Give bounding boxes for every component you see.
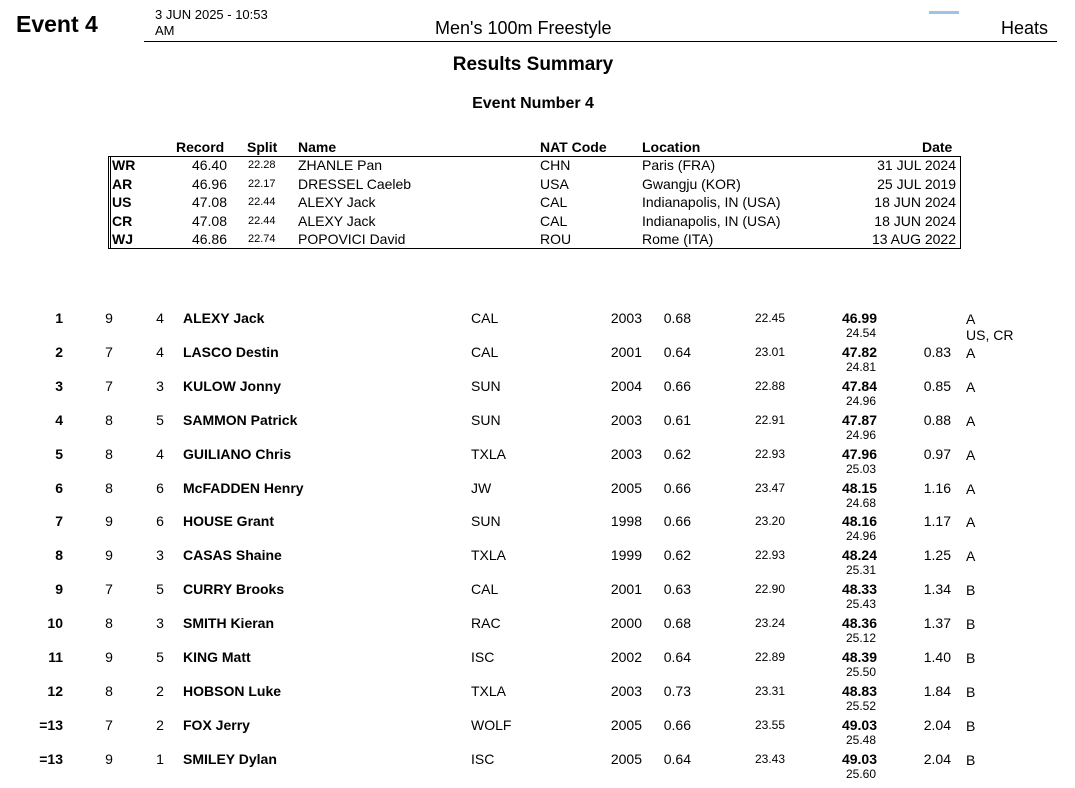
result-club: ISC [471,750,495,767]
result-position: 5 [55,445,63,462]
result-lane: 5 [156,649,164,665]
result-heat: 8 [105,411,113,428]
result-swimmer-name: HOUSE Grant [183,513,275,530]
record-date: 25 JUL 2019 [877,175,956,192]
round-name: Heats [1001,18,1049,38]
result-club: WOLF [471,716,512,733]
result-reaction-time: 0.68 [663,615,691,632]
result-year-of-birth: 2002 [610,649,642,665]
result-position: 12 [47,682,63,699]
record-type-code: WJ [112,231,133,248]
result-final-time: 49.03 [841,750,877,767]
result-club: SUN [471,513,501,530]
record-nat-code: USA [540,175,569,192]
result-swimmer-name: HOBSON Luke [183,682,282,699]
result-split-50m: 22.45 [754,311,785,325]
result-split-50m: 23.43 [754,751,785,766]
result-position: 10 [47,615,63,632]
result-club: CAL [471,343,499,360]
result-time-behind: 2.04 [923,716,951,733]
result-year-of-birth: 2003 [610,682,642,699]
result-reaction-time: 0.68 [663,310,691,326]
result-heat: 7 [105,377,113,394]
result-final-time: 48.16 [841,513,877,530]
result-position: 3 [55,377,63,394]
result-reaction-time: 0.66 [663,513,691,530]
result-lane: 4 [156,343,164,360]
result-split-second-50m: 24.68 [845,495,876,510]
record-date: 18 JUN 2024 [874,194,956,211]
records-code-divider [110,156,111,249]
result-time-behind: 0.85 [923,377,951,394]
record-time: 46.86 [191,231,227,248]
result-split-50m: 22.89 [754,650,785,664]
result-final-time: 48.36 [841,615,877,632]
result-lane: 3 [156,377,164,394]
result-club: JW [471,479,492,496]
record-holder-name: POPOVICI David [298,231,406,248]
result-split-50m: 23.31 [754,683,785,698]
result-split-second-50m: 24.96 [845,393,876,408]
record-time: 47.08 [191,212,227,229]
result-reaction-time: 0.64 [663,343,691,360]
result-split-50m: 23.01 [754,344,785,359]
result-lane: 2 [156,716,164,733]
record-split: 22.17 [248,177,276,190]
result-final-time: 48.33 [841,581,877,598]
result-lane: 4 [156,445,164,462]
result-swimmer-name: SAMMON Patrick [183,411,298,428]
result-swimmer-name: KING Matt [183,649,251,665]
result-swimmer-name: McFADDEN Henry [183,479,304,496]
result-final-time: 48.24 [841,547,877,564]
result-qualification: A [966,412,976,429]
result-position: 11 [48,649,63,665]
header-date: 3 JUN 2025 - 10:53 [155,7,268,22]
result-reaction-time: 0.66 [663,479,691,496]
result-swimmer-name: SMITH Kieran [183,615,275,632]
result-time-behind: 1.37 [923,615,951,632]
result-split-50m: 23.20 [754,514,785,529]
result-split-second-50m: 25.60 [845,766,876,781]
record-type-code: US [112,194,132,211]
result-time-behind: 1.17 [923,513,951,530]
result-year-of-birth: 2005 [610,750,642,767]
result-split-50m: 22.90 [754,582,785,597]
result-reaction-time: 0.62 [663,445,691,462]
result-split-50m: 22.91 [754,412,785,427]
result-split-second-50m: 25.12 [845,631,876,646]
result-final-time: 48.15 [841,479,877,496]
record-time: 46.40 [191,157,227,173]
sponsor-logo [929,1,959,5]
result-final-time: 47.96 [841,445,877,462]
result-heat: 7 [105,716,113,733]
result-year-of-birth: 2001 [610,581,642,598]
result-club: SUN [471,377,501,394]
result-split-second-50m: 24.96 [845,427,876,442]
record-location: Indianapolis, IN (USA) [642,194,781,211]
result-time-behind: 1.84 [923,682,951,699]
result-lane: 2 [156,682,164,699]
record-type-code: AR [112,175,133,192]
result-time-behind: 2.04 [923,750,951,767]
result-year-of-birth: 2001 [610,343,642,360]
result-time-behind: 0.97 [923,445,951,462]
records-box [108,156,961,249]
result-heat: 9 [105,750,113,767]
result-heat: 8 [105,682,113,699]
result-split-second-50m: 24.54 [845,326,876,340]
result-time-behind: 1.16 [923,479,951,496]
record-location: Paris (FRA) [642,157,716,173]
result-final-time: 49.03 [841,716,877,733]
header-time-suffix: AM [155,23,175,38]
result-time-behind: 1.40 [923,649,951,665]
result-time-behind: 1.25 [923,547,951,564]
result-split-50m: 22.93 [754,446,785,461]
result-time-behind: 0.83 [923,343,951,360]
result-qualification: A [966,344,976,361]
records-header-location: Location [642,139,701,155]
result-swimmer-name: KULOW Jonny [183,377,281,394]
result-position: 6 [55,479,63,496]
result-qualification: B [966,582,976,599]
record-time: 46.96 [191,175,227,192]
result-qualification: A [966,378,976,395]
result-swimmer-name: GUILIANO Chris [183,445,292,462]
result-lane: 6 [156,479,164,496]
record-type-code: CR [112,212,133,229]
result-heat: 7 [105,343,113,360]
result-final-time: 46.99 [841,310,877,326]
record-date: 13 AUG 2022 [871,231,956,248]
event-number: Event Number 4 [472,95,594,112]
result-heat: 8 [105,615,113,632]
result-final-time: 48.39 [841,649,877,665]
record-holder-name: ZHANLE Pan [298,157,383,173]
result-position: 7 [55,513,63,530]
result-split-second-50m: 25.52 [845,698,876,713]
record-holder-name: ALEXY Jack [298,194,376,211]
result-reaction-time: 0.64 [663,750,691,767]
result-split-50m: 23.24 [754,616,785,631]
result-year-of-birth: 2000 [610,615,642,632]
record-split: 22.44 [248,196,276,209]
result-qualification: A [966,480,976,497]
record-nat-code: CAL [540,194,568,211]
result-position: 8 [55,547,63,564]
result-heat: 9 [105,310,113,326]
result-club: TXLA [471,547,507,564]
result-heat: 8 [105,445,113,462]
result-club: ISC [471,649,495,665]
result-swimmer-name: FOX Jerry [183,716,250,733]
result-club: CAL [471,310,499,326]
records-header-nat-code: NAT Code [540,139,607,155]
result-split-second-50m: 25.43 [845,597,876,612]
result-heat: 9 [105,547,113,564]
result-lane: 3 [156,547,164,564]
record-split: 22.28 [248,159,276,171]
result-split-50m: 22.88 [754,378,785,393]
result-lane: 6 [156,513,164,530]
result-qualification: A [966,446,976,463]
result-qualification: B [966,616,976,633]
result-position: =13 [39,750,63,767]
result-swimmer-name: CURRY Brooks [183,581,285,598]
result-position: 4 [55,411,63,428]
result-swimmer-name: CASAS Shaine [183,547,282,564]
result-position: 1 [55,310,63,326]
result-split-second-50m: 24.81 [845,359,876,374]
result-split-50m: 23.47 [754,480,785,495]
result-club: SUN [471,411,501,428]
record-nat-code: CAL [540,212,568,229]
result-lane: 1 [156,750,164,767]
result-final-time: 47.82 [841,343,877,360]
result-year-of-birth: 1998 [610,513,642,530]
record-split: 22.74 [248,233,276,246]
result-split-second-50m: 25.50 [845,665,876,679]
result-year-of-birth: 1999 [610,547,642,564]
result-year-of-birth: 2003 [610,310,642,326]
result-lane: 3 [156,615,164,632]
result-year-of-birth: 2005 [610,479,642,496]
result-qualification: A [966,548,976,565]
result-split-second-50m: 25.31 [845,563,876,578]
result-reaction-time: 0.66 [663,377,691,394]
records-header-split: Split [247,139,278,155]
records-header-record: Record [176,139,225,155]
header-divider [144,41,1057,42]
records-header-date: Date [922,139,953,155]
records-header-name: Name [298,139,337,155]
result-split-second-50m: 25.03 [845,461,876,476]
result-final-time: 48.83 [841,682,877,699]
result-year-of-birth: 2003 [610,445,642,462]
result-qualification: B [966,751,976,768]
result-lane: 4 [156,310,164,326]
record-holder-name: DRESSEL Caeleb [298,175,412,192]
result-reaction-time: 0.64 [663,649,691,665]
record-split: 22.44 [248,214,276,227]
result-swimmer-name: LASCO Destin [183,343,279,360]
record-date: 31 JUL 2024 [877,157,956,173]
result-qualification: B [966,717,976,734]
result-club: TXLA [471,445,507,462]
result-year-of-birth: 2003 [610,411,642,428]
record-date: 18 JUN 2024 [874,212,956,229]
result-split-50m: 23.55 [754,717,785,732]
record-type-code: WR [112,157,136,173]
result-position: 2 [55,343,63,360]
result-final-time: 47.87 [841,411,877,428]
result-lane: 5 [156,581,164,598]
result-qualification: B [966,683,976,700]
result-lane: 5 [156,411,164,428]
result-year-of-birth: 2005 [610,716,642,733]
result-reaction-time: 0.63 [663,581,691,598]
result-split-second-50m: 24.96 [845,529,876,544]
event-name: Men's 100m Freestyle [435,18,612,38]
results-summary-title: Results Summary [452,54,614,75]
record-location: Indianapolis, IN (USA) [642,212,781,229]
record-location: Rome (ITA) [642,231,714,248]
result-final-time: 47.84 [841,377,877,394]
result-heat: 8 [105,479,113,496]
result-qualification: A [966,311,976,327]
result-swimmer-name: ALEXY Jack [183,310,265,326]
record-nat-code: ROU [540,231,572,248]
result-position: =13 [39,716,63,733]
result-swimmer-name: SMILEY Dylan [183,750,277,767]
result-qualification: A [966,514,976,531]
result-club: RAC [471,615,501,632]
result-reaction-time: 0.61 [663,411,691,428]
result-qualification: B [966,650,976,666]
result-reaction-time: 0.73 [663,682,691,699]
result-reaction-time: 0.62 [663,547,691,564]
result-club: TXLA [471,682,507,699]
record-location: Gwangju (KOR) [642,175,741,192]
result-club: CAL [471,581,499,598]
record-nat-code: CHN [540,157,571,173]
result-split-50m: 22.93 [754,548,785,563]
record-time: 47.08 [191,194,227,211]
result-heat: 9 [105,513,113,530]
result-heat: 7 [105,581,113,598]
result-time-behind: 1.34 [923,581,951,598]
result-heat: 9 [105,649,113,665]
result-split-second-50m: 25.48 [845,732,876,747]
result-position: 9 [55,581,63,598]
result-year-of-birth: 2004 [610,377,642,394]
result-records-set: US, CR [966,327,1014,343]
event-title: Event 4 [16,11,98,37]
result-reaction-time: 0.66 [663,716,691,733]
record-holder-name: ALEXY Jack [298,212,376,229]
result-time-behind: 0.88 [923,411,951,428]
